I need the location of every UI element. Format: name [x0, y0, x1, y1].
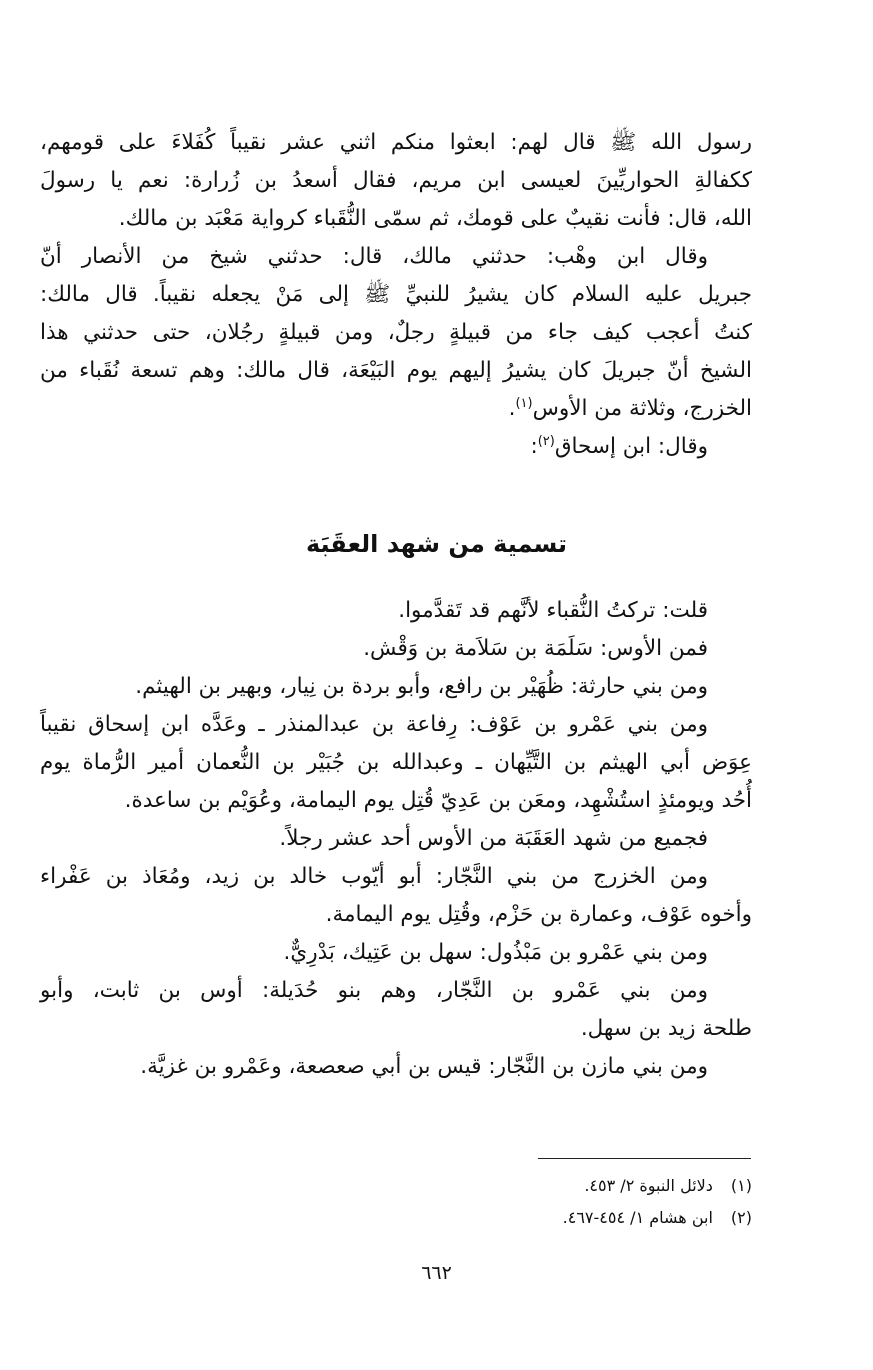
text-line: جبريل عليه السلام كان يشيرُ للنبيِّ ﷺ إلى مَنْ يجعله نقيباً. قال مالك: [40, 282, 752, 307]
text-line: ومن بني عَمْرو بن النَّجّار، وهم بنو حُدَيلة: أوس بن ثابت، وأبو [40, 978, 708, 1003]
text-line: وقال ابن وهْب: حدثني مالك، قال: حدثني شيخ من الأنصار أنّ [40, 244, 708, 269]
text-line: وأخوه عَوْف، وعمارة بن حَزْم، وقُتِل يوم اليمامة. [325, 902, 752, 927]
text-line: ككفالةِ الحواريِّينَ لعيسى ابن مريم، فقال أسعدُ بن زُرارة: نعم يا رسولَ [40, 168, 752, 193]
text-line: فمن الأوس: سَلَمَة بن سَلاَمة بن وَقْش. [363, 636, 708, 661]
body-text-bottom [40, 592, 752, 1086]
text-line: أُحُد ويومئذٍ استُشْهِد، ومعَن بن عَدِيّ قُتِل يوم اليمامة، وعُوَيْم بن ساعدة. [124, 788, 752, 813]
text-line: ومن بني مازن بن النَّجّار: قيس بن أبي صعصعة، وعَمْرو بن غزيَّة. [140, 1054, 708, 1079]
footnote-ref-1[interactable]: (١) [515, 395, 533, 411]
text-line: طلحة زيد بن سهل. [580, 1016, 752, 1041]
footnote-ref-2[interactable]: (٢) [537, 433, 555, 449]
text-line: ومن الخزرج من بني النَّجّار: أبو أيّوب خالد بن زيد، ومُعَاذ بن عَفْراء [40, 864, 708, 889]
text-line: عِوَض أبي الهيثم بن التَّيِّهان ـ وعبدالله بن جُبَيْر بن النُّعمان أمير الرُّماة يوم [40, 750, 752, 775]
text-line: الشيخ أنّ جبريلَ كان يشيرُ إليهم يوم البَيْعَة، قال مالك: وهم تسعة نُقَباء من [40, 358, 752, 383]
footnote-1 [300, 1170, 752, 1202]
text-line: رسول الله ﷺ قال لهم: ابعثوا منكم اثني عشر نقيباً كُفَلاءَ على قومهم، [40, 130, 752, 155]
footnote-text: ابن هشام ١/ ٤٥٤-٤٦٧. [562, 1208, 713, 1227]
footnote-divider [538, 1158, 751, 1159]
text-line: الخزرج، وثلاثة من الأوس$^{(١)}$. [508, 395, 752, 421]
footnotes [300, 1170, 752, 1234]
text-line: ومن بني عَمْرو بن عَوْف: رِفاعة بن عبدالمنذر ـ وعَدَّه ابن إسحاق نقيباً [40, 712, 708, 737]
text-line: فجميع من شهد العَقَبَة من الأوس أحد عشر رجلاً. [279, 826, 708, 851]
page-number: ٦٦٢ [421, 1262, 452, 1284]
section-heading: تسمية من شهد العقَبَة [305, 530, 568, 558]
text-segment: وقال: ابن إسحاق [554, 434, 708, 459]
footnote-number: (٢) [730, 1208, 752, 1227]
footnote-number: (١) [730, 1176, 752, 1195]
text-segment: الخزرج، وثلاثة من الأوس [532, 396, 752, 421]
text-line: وقال: ابن إسحاق$^{(٢)}$: [530, 433, 708, 459]
text-line: ومن بني عَمْرو بن مَبْذُول: سهل بن عَتِيك، بَدْرِيٌّ. [283, 940, 708, 965]
body-text-top [40, 124, 752, 466]
text-line: كنتُ أعجب كيف جاء من قبيلةٍ رجلٌ، ومن قبيلةٍ رجُلان، حتى حدثني هذا [40, 320, 752, 345]
footnote-2 [300, 1202, 752, 1234]
text-line: الله، قال: فأنت نقيبٌ على قومك، ثم سمّى النُّقَباء كرواية مَعْبَد بن مالك. [118, 206, 752, 231]
text-line: ومن بني حارثة: ظُهَيْر بن رافع، وأبو بردة بن نِيار، وبهير بن الهيثم. [135, 674, 708, 699]
text-line: قلت: تركتُ النُّقباء لأنَّهم قد تَقدَّموا. [398, 598, 708, 623]
footnote-text: دلائل النبوة ٢/ ٤٥٣. [584, 1176, 713, 1195]
